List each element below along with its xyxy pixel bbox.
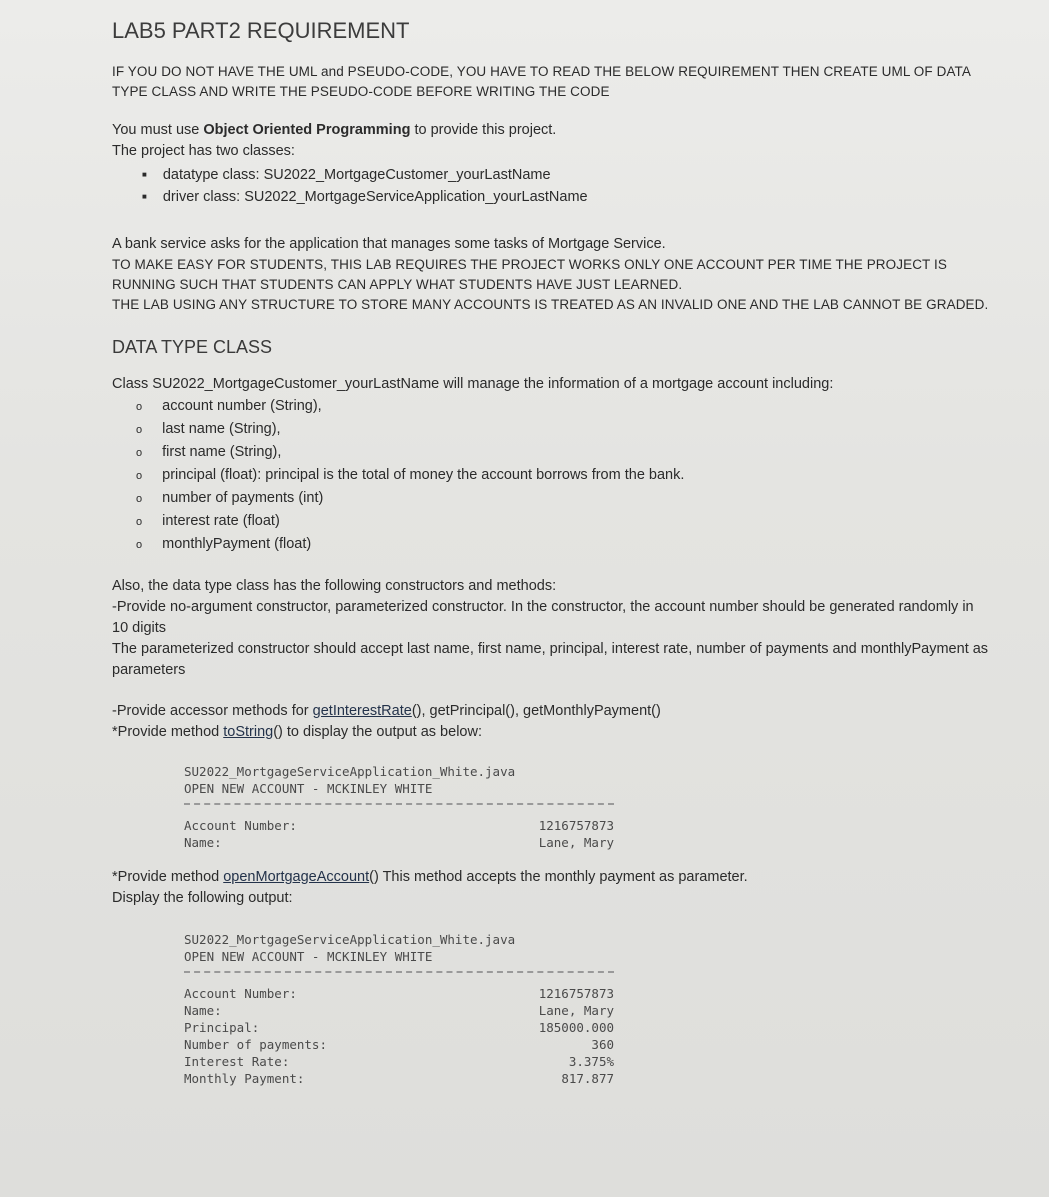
class-intro: Class SU2022_MortgageCustomer_yourLastName will manage the information of a mortgage account including:: [112, 376, 834, 392]
console-row: [184, 1019, 614, 1036]
console-value: 817.877: [561, 1071, 614, 1086]
console-row: [184, 1002, 614, 1019]
console-value: Lane, Mary: [538, 835, 614, 850]
page-title: LAB5 PART2 REQUIREMENT: [112, 18, 410, 43]
open-account-link[interactable]: openMortgageAccount: [223, 869, 370, 885]
console-label: Monthly Payment:: [184, 1071, 305, 1086]
list-item: o first name (String),: [136, 441, 989, 464]
console-row: [184, 1036, 614, 1053]
console-output-1: [184, 763, 989, 851]
intro-requirement: IF YOU DO NOT HAVE THE UML and PSEUDO-CODE, YOU HAVE TO READ THE BELOW REQUIREMENT THEN CREATE UML OF DATA TYPE CLASS AND WRITE THE PSEUDO-CODE BEFORE WRITING THE CODE: [112, 64, 971, 99]
open-post: () This method accepts the monthly payment as parameter.: [369, 869, 748, 885]
oop-pre: You must use: [112, 122, 204, 138]
bank-line: A bank service asks for the application that manages some tasks of Mortgage Service.: [112, 236, 666, 252]
console-value: 1216757873: [538, 986, 614, 1001]
accessor-post: (), getPrincipal(), getMonthlyPayment(): [411, 703, 661, 719]
console-output-2: [184, 931, 989, 1087]
accessor-link[interactable]: getInterestRate: [312, 703, 412, 719]
console-filename: SU2022_MortgageServiceApplication_White.java: [184, 764, 516, 779]
section-title: DATA TYPE CLASS: [112, 337, 273, 357]
accessor-pre: -Provide accessor methods for: [112, 703, 313, 719]
console-label: Number of payments:: [184, 1037, 327, 1052]
accessor-line: [112, 701, 989, 722]
two-classes-line: The project has two classes:: [112, 143, 295, 159]
oop-line: [112, 120, 989, 141]
open-pre: *Provide method: [112, 869, 224, 885]
param-constructor-line: The parameterized constructor should accept last name, first name, principal, interest rate, number of payments and monthlyPayment as parameters: [112, 641, 989, 678]
tostring-link[interactable]: toString: [223, 724, 274, 740]
console-row: [184, 817, 614, 834]
list-item: o last name (String),: [136, 418, 989, 441]
tostring-line: [112, 722, 989, 743]
list-item: o principal (float): principal is the total of money the account borrows from the bank.: [136, 464, 989, 487]
oop-bold: Object Oriented Programming: [203, 122, 411, 138]
console-label: Name:: [184, 835, 222, 850]
console-label: Name:: [184, 1003, 222, 1018]
class-list: [142, 164, 989, 208]
console-value: 360: [591, 1037, 614, 1052]
console-value: Lane, Mary: [538, 1003, 614, 1018]
console-label: Account Number:: [184, 986, 297, 1001]
console-row: [184, 1053, 614, 1070]
console-value: 3.375%: [568, 1054, 614, 1069]
tostring-post: () to display the output as below:: [273, 724, 482, 740]
console-label: Principal:: [184, 1020, 260, 1035]
console-heading: OPEN NEW ACCOUNT - MCKINLEY WHITE: [184, 781, 433, 796]
console-label: Account Number:: [184, 818, 297, 833]
list-item: o number of payments (int): [136, 487, 989, 510]
console-value: 185000.000: [538, 1020, 614, 1035]
list-item: o account number (String),: [136, 395, 989, 418]
attribute-list: [136, 395, 989, 556]
console-separator: [184, 971, 614, 973]
list-item: ■ datatype class: SU2022_MortgageCustomer_yourLastName: [142, 164, 989, 186]
constructor-line: -Provide no-argument constructor, parameterized constructor. In the constructor, the account number should be generated randomly in 10 digits: [112, 599, 974, 636]
console-row: [184, 834, 614, 851]
also-line: Also, the data type class has the following constructors and methods:: [112, 578, 557, 594]
console-filename: SU2022_MortgageServiceApplication_White.java: [184, 932, 516, 947]
list-item: ■ driver class: SU2022_MortgageServiceApplication_yourLastName: [142, 186, 989, 208]
tostring-pre: *Provide method: [112, 724, 224, 740]
console-label: Interest Rate:: [184, 1054, 290, 1069]
console-separator: [184, 803, 614, 805]
console-row: [184, 1070, 614, 1087]
caps-requirement-1: TO MAKE EASY FOR STUDENTS, THIS LAB REQUIRES THE PROJECT WORKS ONLY ONE ACCOUNT PER TIME THE PROJECT IS RUNNING SUCH THAT STUDENTS CAN APPLY WHAT STUDENTS HAVE JUST LEARNED.: [112, 257, 947, 292]
console-value: 1216757873: [538, 818, 614, 833]
oop-post: to provide this project.: [410, 122, 557, 138]
open-account-line: [112, 867, 989, 888]
console-row: [184, 985, 614, 1002]
display-line: Display the following output:: [112, 890, 293, 906]
list-item: o interest rate (float): [136, 510, 989, 533]
list-item: o monthlyPayment (float): [136, 533, 989, 556]
caps-requirement-2: THE LAB USING ANY STRUCTURE TO STORE MANY ACCOUNTS IS TREATED AS AN INVALID ONE AND THE LAB CANNOT BE GRADED.: [112, 297, 989, 312]
console-heading: OPEN NEW ACCOUNT - MCKINLEY WHITE: [184, 949, 433, 964]
